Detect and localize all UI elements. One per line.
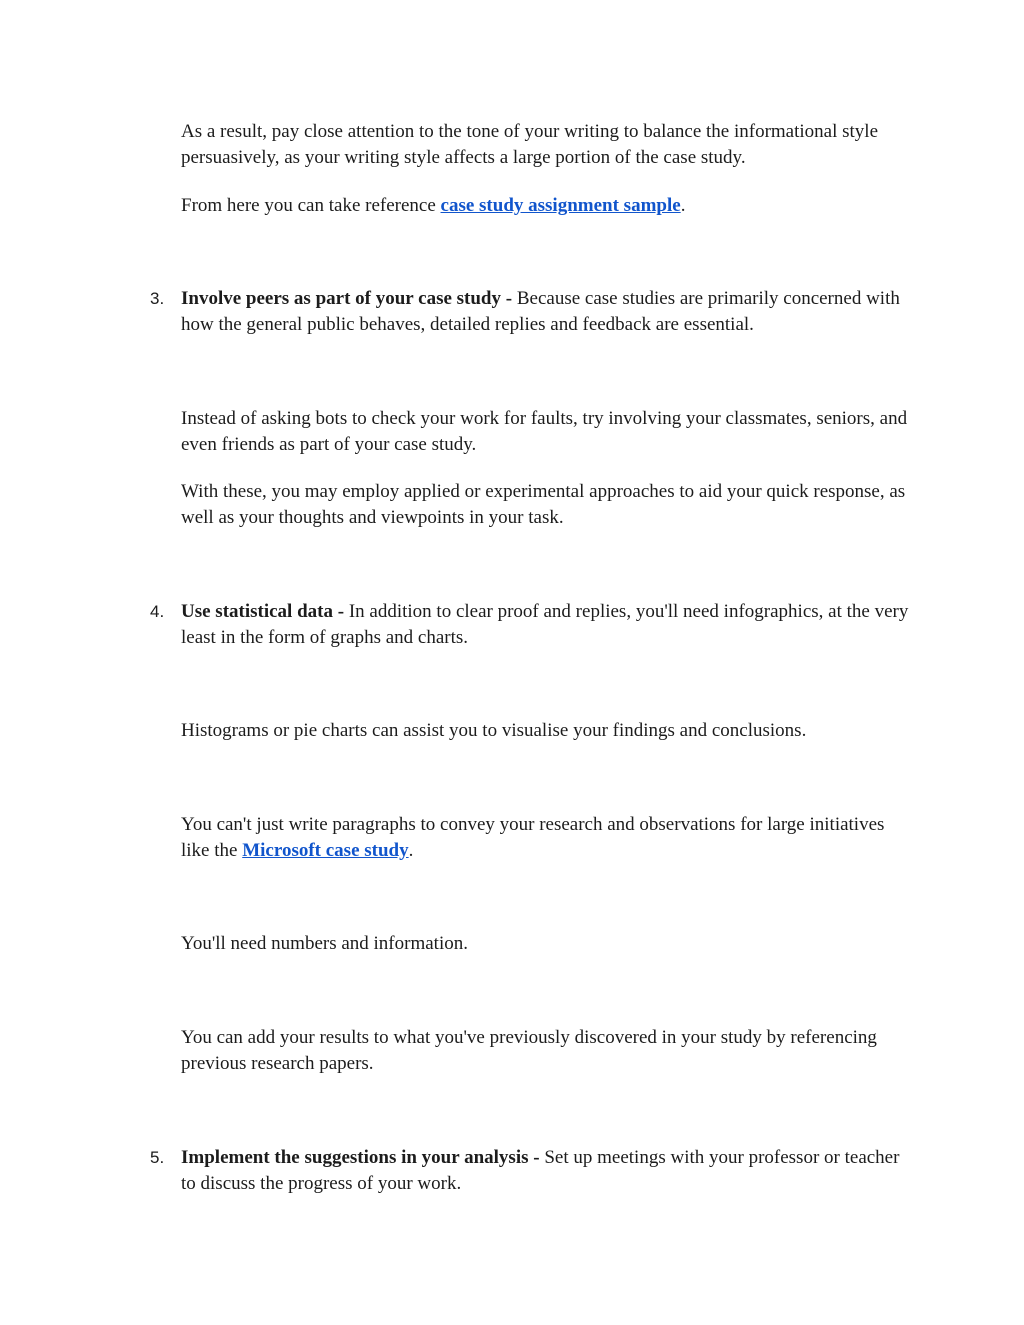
paragraph-previous-research: You can add your results to what you've previously discovered in your study by referencing previous research papers. [181,1027,877,1074]
paragraph-numbers: You'll need numbers and information. [181,933,468,954]
paragraph-reference [181,193,911,219]
microsoft-case-study-link[interactable]: Microsoft case study [242,840,409,861]
microsoft-period: . [408,840,414,861]
list-number: 5. [150,1148,165,1167]
paragraph-involve-classmates: Instead of asking bots to check your work for faults, try involving your classmates, seniors, and even friends as part of your case study. [181,408,908,455]
paragraph-approaches: With these, you may employ applied or experimental approaches to aid your quick response, as well as your thoughts and viewpoints in your task. [181,481,906,528]
list-text: Because case studies are primarily concerned with how the general public behaves, detailed replies and feedback are essential. [181,288,900,335]
list-text: In addition to clear proof and replies, you'll need infographics, at the very least in the form of graphs and charts. [181,601,909,648]
list-heading: Use statistical data - [181,601,349,622]
paragraph-tone-balance: As a result, pay close attention to the tone of your writing to balance the informational style persuasively, as your writing style affects a large portion of the case study. [181,121,879,168]
list-item-4 [150,599,910,651]
case-study-assignment-sample-link[interactable]: case study assignment sample [440,195,681,216]
list-text: Set up meetings with your professor or teacher to discuss the progress of your work. [181,1147,900,1194]
list-heading: Implement the suggestions in your analysis - [181,1147,545,1168]
microsoft-text: You can't just write paragraphs to convey your research and observations for large initiatives like the [181,814,885,861]
list-item-3 [150,286,910,338]
list-number: 3. [150,289,165,308]
reference-text: From here you can take reference [181,195,441,216]
paragraph-histograms: Histograms or pie charts can assist you to visualise your findings and conclusions. [181,720,807,741]
list-number: 4. [150,602,165,621]
reference-period: . [680,195,686,216]
list-heading: Involve peers as part of your case study - [181,288,517,309]
paragraph-microsoft [181,812,911,864]
list-item-5 [150,1145,910,1197]
